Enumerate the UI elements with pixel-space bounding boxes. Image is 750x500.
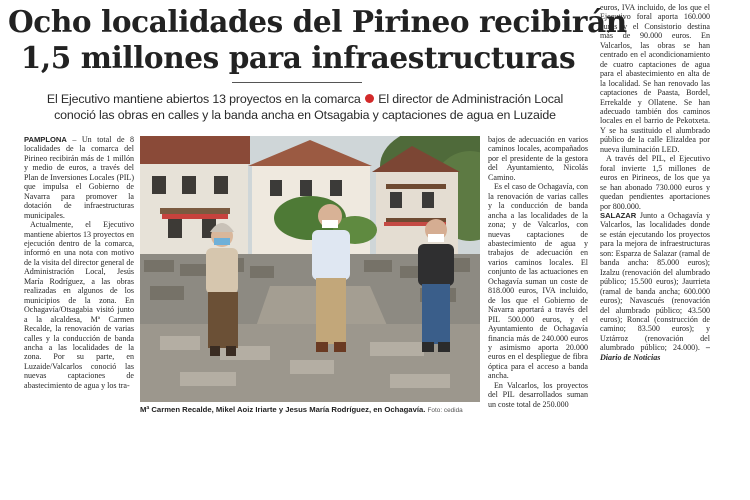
headline-line-2: 1,5 millones para infraestructuras	[20, 40, 576, 75]
paragraph: A través del PIL, el Ejecutivo foral invierte 1,5 millones de euros en Pirineos, de los que ya se han abonado 730.000 euros y quedan pendientes aportaciones por 800.000.	[600, 154, 710, 211]
subheadline-part-2: El director de Administración Local	[378, 92, 564, 106]
photo-caption	[140, 405, 480, 416]
subheadline-line-2: conoció las obras en calles y la banda ancha en Otsagabia y captaciones de agua en Luzaide	[54, 108, 556, 122]
subheadline-part-1: El Ejecutivo mantiene abiertos 13 proyectos en la comarca	[46, 92, 361, 106]
photo-illustration	[140, 136, 480, 402]
article-column-1	[24, 135, 134, 390]
headline-line-1: Ocho localidades del Pirineo recibirán	[8, 4, 627, 39]
subheadline-line-1	[20, 91, 590, 107]
article-photo	[140, 136, 480, 402]
paragraph: Actualmente, el Ejecutivo mantiene abiertos 13 proyectos en ejecución dentro de la comarca, informó en una nota con motivo de la visita del director general de Administración Local, Jesús María Rodríguez, a las obras realizadas en algunos de los municipios de la zona. En Ochagavía/Otsagabia visitó junto a la alcaldesa, Mª Carmen Recalde, la renovación de varias calles y la conducción de banda ancha a las localidades de la zona. Por su parte, en Luzaide/Valcarlos conoció las nuevas captaciones de abastecimiento de agua y los tra-	[24, 220, 134, 390]
caption-text: Mª Carmen Recalde, Mikel Aoiz Iriarte y Jesus María Rodríguez, en Ochagavía.	[140, 405, 426, 414]
red-bullet-icon	[365, 94, 374, 103]
subheadline	[20, 91, 590, 123]
paragraph: euros, IVA incluido, de los que el Ejecutivo foral aporta 160.000 euros y el Consistorio destina más de 90.000 euros. En Valcarlos, las obras se han centrado en el acondicionamiento de cuatro captaciones de agua para el abastecimiento en alta de la localidad. Se han renovado las captaciones de Paasta, Bordel, Errekalde y Ollatene. Se han adecuado también dos caminos locales en el barrio de Pekotxeta. Y se ha sustituido el alumbrado público de la calle Elizaldea por nueva iluminación LED.	[600, 3, 710, 154]
paragraph-text: – Un total de 8 localidades de la comarca del Pirineo recibirán más de 1 millón y medio de euros, a través del Plan de Inversiones Locales (PIL) que impulsa el Gobierno de Navarra para promover la dotación de infraestructuras municipales.	[24, 135, 134, 220]
paragraph-text: Junto a Ochagavía y Valcarlos, las localidades donde se están ejecutando los proyectos para la mejora de infraestructuras son: Esparza de Salazar (ramal de banda ancha: 85.000 euros); Izalzu (renovación del alumbrado público; 15.500 euros); Jaurrieta (ramal de banda ancha; 600.000 euros); Navascués (renovación del alumbrado público; 43.500 euros); Roncal (construcción de camino; 83.500 euros); y Uztárroz (renovación del alumbrado público; 24.000).	[600, 210, 710, 353]
signature: – Diario de Noticias	[600, 343, 710, 362]
paragraph	[24, 135, 134, 220]
paragraph: Es el caso de Ochagavía, con la renovación de varias calles y la conducción de banda ancha a las localidades de la zona; y de Valcarlos, con nuevas captaciones de abastecimiento de agua y trabajos de adecuación en varios caminos locales. El conjunto de las actuaciones en Ochagavía suman un coste de 818.000 euros, IVA incluido, de los que el Gobierno de Navarra aportará a través del PIL 500.000 euros, y el Ayuntamiento de Ochagavía financia más de 240.000 euros y asimismo aporta 20.000 euros en el despliegue de fibra óptica para el acceso a banda ancha.	[488, 182, 588, 381]
headline-rule	[232, 82, 362, 83]
paragraph: En Valcarlos, los proyectos del PIL desarrollados suman un coste total de 250.000	[488, 380, 588, 409]
location-kicker: PAMPLONA	[24, 135, 67, 144]
article-column-2	[488, 135, 588, 409]
photo-credit: Foto: cedida	[427, 407, 463, 414]
headline	[8, 4, 627, 76]
article-column-3	[600, 3, 710, 362]
location-kicker: SALAZAR	[600, 210, 637, 220]
paragraph	[600, 211, 710, 362]
paragraph: bajos de adecuación en varios caminos locales, acompañados por el presidente de la gestora del Ayuntamiento, Nicolás Camino.	[488, 135, 588, 182]
